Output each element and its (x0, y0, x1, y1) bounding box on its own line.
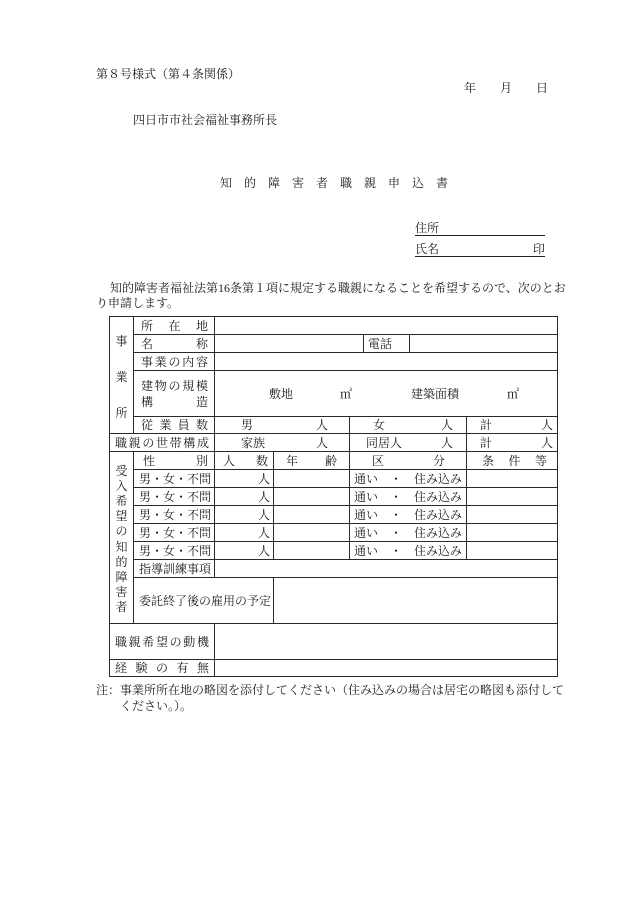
category-options: 通い ・ 住み込み (354, 507, 463, 522)
business-name-value-cell (215, 335, 364, 353)
phone-label-cell (364, 335, 410, 353)
conditions-cell (467, 542, 558, 560)
content-value-cell (215, 353, 558, 371)
label-glyph: 構 (141, 394, 154, 409)
label-glyph: 人 (223, 453, 236, 468)
training-label-cell (134, 560, 215, 578)
count-unit: 人 (257, 525, 270, 540)
label-glyph: 性 (143, 453, 156, 468)
count-unit: 人 (257, 507, 270, 522)
sex-options: 男・女・不問 (139, 507, 212, 522)
age-cell (274, 524, 350, 542)
label-glyph: 有 (176, 661, 189, 675)
label-glyph: 造 (195, 394, 208, 409)
label-glyph: 害 (115, 585, 128, 600)
motive-value-cell (215, 624, 558, 660)
employment-value-cell (274, 578, 558, 624)
label-glyph: 従 (141, 418, 154, 432)
header-category (350, 454, 466, 468)
male-label: 男 (241, 418, 254, 432)
location-value-cell (215, 317, 558, 335)
label-glyph: 望 (155, 634, 168, 649)
note-line-2: ください。）。 (120, 699, 193, 713)
table-row (110, 578, 558, 624)
label-glyph: 業 (115, 369, 128, 384)
label-glyph: 名 (141, 336, 154, 351)
header-category-cell (350, 452, 467, 470)
family-label: 家族 (241, 435, 266, 450)
table-row (110, 434, 558, 452)
sex-cell (134, 470, 215, 488)
table-row (110, 506, 558, 524)
category-options: 通い ・ 住み込み (354, 543, 463, 558)
count-unit: 人 (257, 489, 270, 504)
business-name-label (134, 337, 214, 351)
site-label: 敷地 (269, 386, 294, 401)
addressee: 四日市市社会福祉事務所長 (133, 113, 278, 127)
label-glyph: の (169, 634, 182, 649)
label-glyph: 職 (115, 634, 128, 649)
location-label-cell (134, 317, 215, 335)
business-group-label (110, 318, 133, 433)
label-glyph: 称 (195, 336, 208, 351)
label-glyph: の (142, 435, 155, 450)
label-glyph: 機 (196, 634, 209, 649)
label-glyph: 区 (372, 453, 385, 468)
floor-area-label: 建築面積 (411, 386, 460, 401)
person-unit: 人 (541, 435, 554, 450)
name-line (415, 242, 545, 257)
placement-group-cell (110, 452, 134, 624)
seal-mark: 印 (532, 242, 545, 256)
conditions-cell (467, 524, 558, 542)
label-glyph: 事 (115, 333, 128, 348)
note-line-1: 注：事業所所在地の略図を添付してください（住み込みの場合は居宅の略図も添付して (96, 683, 565, 697)
sex-cell (134, 542, 215, 560)
label-glyph: 所 (141, 318, 154, 333)
cohabitant-count (350, 436, 466, 450)
employment-label-cell (134, 578, 274, 624)
table-row (110, 660, 558, 677)
total-label: 計 (480, 418, 493, 432)
intro-line-1: 知的障害者福祉法第16条第１項に規定する職親になることを希望するので、次のとお (110, 281, 566, 295)
label-glyph: の (115, 524, 128, 539)
training-label: 指導訓練事項 (139, 561, 212, 576)
table-row (110, 317, 558, 335)
building-value-cell (215, 371, 558, 417)
count-cell (215, 524, 274, 542)
sex-cell (134, 506, 215, 524)
business-name-label-cell (134, 335, 215, 353)
female-count (350, 418, 466, 432)
label-glyph: 模 (195, 378, 208, 393)
label-glyph: 事 (141, 354, 154, 369)
label-glyph: 希 (142, 634, 155, 649)
training-value-cell (215, 560, 558, 578)
category-options: 通い ・ 住み込み (354, 489, 463, 504)
sex-options: 男・女・不問 (139, 471, 212, 486)
label-glyph: 件 (508, 453, 521, 468)
person-unit: 人 (541, 418, 554, 432)
phone-label: 電話 (368, 336, 393, 351)
table-row (110, 371, 558, 417)
label-glyph: 無 (196, 661, 209, 675)
age-cell (274, 506, 350, 524)
label-glyph: 員 (177, 418, 190, 432)
location-label (134, 319, 214, 333)
age-cell (274, 470, 350, 488)
female-count-cell (350, 417, 467, 434)
label-glyph: 帯 (169, 435, 182, 450)
count-cell (215, 542, 274, 560)
label-glyph: 受 (115, 463, 128, 478)
sex-options: 男・女・不問 (139, 525, 212, 540)
header-conditions-cell (467, 452, 558, 470)
experience-value-cell (215, 660, 558, 677)
female-label: 女 (373, 418, 386, 432)
label-glyph: の (168, 378, 181, 393)
business-group-cell (110, 317, 134, 434)
household-label (110, 436, 214, 450)
label-glyph: 世 (155, 435, 168, 450)
label-glyph: 別 (195, 453, 208, 468)
label-glyph: 的 (115, 554, 128, 569)
label-glyph: 規 (182, 378, 195, 393)
name-label: 氏名 (415, 242, 440, 256)
building-label-cell (134, 371, 215, 417)
cohabitant-count-cell (350, 434, 467, 452)
sex-options: 男・女・不問 (139, 489, 212, 504)
category-cell (350, 470, 467, 488)
label-glyph: 内 (182, 354, 195, 369)
age-cell (274, 488, 350, 506)
label-glyph: 地 (195, 318, 208, 333)
label-glyph: 入 (115, 478, 128, 493)
category-options: 通い ・ 住み込み (354, 525, 463, 540)
person-unit: 人 (440, 418, 453, 432)
label-glyph: 所 (115, 405, 128, 420)
label-glyph: 数 (195, 418, 208, 432)
document-title: 知 的 障 害 者 職 親 申 込 書 (220, 176, 449, 190)
family-count (215, 436, 349, 450)
employees-total-cell (467, 417, 558, 434)
label-glyph: 成 (196, 435, 209, 450)
label-glyph: 望 (115, 509, 128, 524)
count-cell (215, 470, 274, 488)
category-cell (350, 542, 467, 560)
date-line: 年 月 日 (464, 81, 549, 95)
label-glyph: 業 (159, 418, 172, 432)
person-unit: 人 (315, 435, 328, 450)
label-glyph: の (155, 661, 168, 675)
header-sex (134, 454, 214, 468)
household-total-cell (467, 434, 558, 452)
category-cell (350, 524, 467, 542)
count-cell (215, 488, 274, 506)
label-glyph: 希 (115, 493, 128, 508)
header-age-cell (274, 452, 350, 470)
sex-cell (134, 524, 215, 542)
header-conditions (467, 454, 557, 468)
form-number: 第８号様式（第４条関係） (96, 67, 241, 81)
floor-area-unit: ㎡ (507, 386, 520, 401)
address-label: 住所 (415, 221, 440, 235)
table-row (110, 488, 558, 506)
male-count-cell (215, 417, 350, 434)
table-row (110, 524, 558, 542)
family-count-cell (215, 434, 350, 452)
conditions-cell (467, 470, 558, 488)
label-glyph: 等 (535, 453, 548, 468)
building-scale-label (134, 379, 214, 393)
content-label (134, 355, 214, 369)
address-line (415, 221, 545, 236)
table-row (110, 353, 558, 371)
phone-value-cell (410, 335, 558, 353)
table-row (110, 560, 558, 578)
label-glyph: 職 (115, 435, 128, 450)
conditions-cell (467, 506, 558, 524)
label-glyph: 分 (432, 453, 445, 468)
employees-total (467, 418, 557, 432)
table-row (110, 470, 558, 488)
label-glyph: 験 (135, 661, 148, 675)
content-label-cell (134, 353, 215, 371)
label-glyph: 親 (128, 435, 141, 450)
site-unit: ㎡ (340, 386, 353, 401)
building-values (215, 372, 557, 416)
person-unit: 人 (440, 435, 453, 450)
header-count-cell (215, 452, 274, 470)
motive-label (110, 635, 214, 649)
label-glyph: 知 (115, 539, 128, 554)
label-glyph: 数 (255, 453, 268, 468)
motive-label-cell (110, 624, 215, 660)
header-count (215, 454, 273, 468)
table-row (110, 417, 558, 434)
sex-options: 男・女・不問 (139, 543, 212, 558)
male-count (215, 418, 349, 432)
cohabitant-label: 同居人 (366, 435, 403, 450)
label-glyph: 経 (115, 661, 128, 675)
label-glyph: の (168, 354, 181, 369)
count-unit: 人 (257, 543, 270, 558)
label-glyph: 構 (183, 435, 196, 450)
category-options: 通い ・ 住み込み (354, 471, 463, 486)
label-glyph: 年 (286, 453, 299, 468)
person-unit: 人 (315, 418, 328, 432)
category-cell (350, 506, 467, 524)
label-glyph: 条 (482, 453, 495, 468)
table-row (110, 542, 558, 560)
employees-label-cell (134, 417, 215, 434)
label-glyph: 容 (195, 354, 208, 369)
label-glyph: 物 (154, 378, 167, 393)
label-glyph: 動 (183, 634, 196, 649)
header-sex-cell (134, 452, 215, 470)
employees-label (134, 418, 214, 432)
employment-label: 委託終了後の雇用の予定 (139, 593, 272, 608)
experience-label (110, 661, 214, 675)
intro-line-2: り申請します。 (96, 296, 180, 310)
building-structure-label (134, 395, 214, 409)
conditions-cell (467, 488, 558, 506)
household-total (467, 436, 557, 450)
count-unit: 人 (257, 471, 270, 486)
label-glyph: 者 (115, 600, 128, 615)
application-table (109, 316, 558, 677)
label-glyph: 業 (154, 354, 167, 369)
age-cell (274, 542, 350, 560)
placement-group-label (110, 453, 133, 623)
table-row (110, 335, 558, 353)
category-cell (350, 488, 467, 506)
label-glyph: 障 (115, 570, 128, 585)
label-glyph: 齢 (324, 453, 337, 468)
table-row (110, 452, 558, 470)
label-glyph: 親 (128, 634, 141, 649)
header-age (274, 454, 349, 468)
sex-cell (134, 488, 215, 506)
experience-label-cell (110, 660, 215, 677)
total-label: 計 (480, 435, 493, 450)
label-glyph: 建 (141, 378, 154, 393)
table-row (110, 624, 558, 660)
count-cell (215, 506, 274, 524)
household-label-cell (110, 434, 215, 452)
label-glyph: 在 (168, 318, 181, 333)
